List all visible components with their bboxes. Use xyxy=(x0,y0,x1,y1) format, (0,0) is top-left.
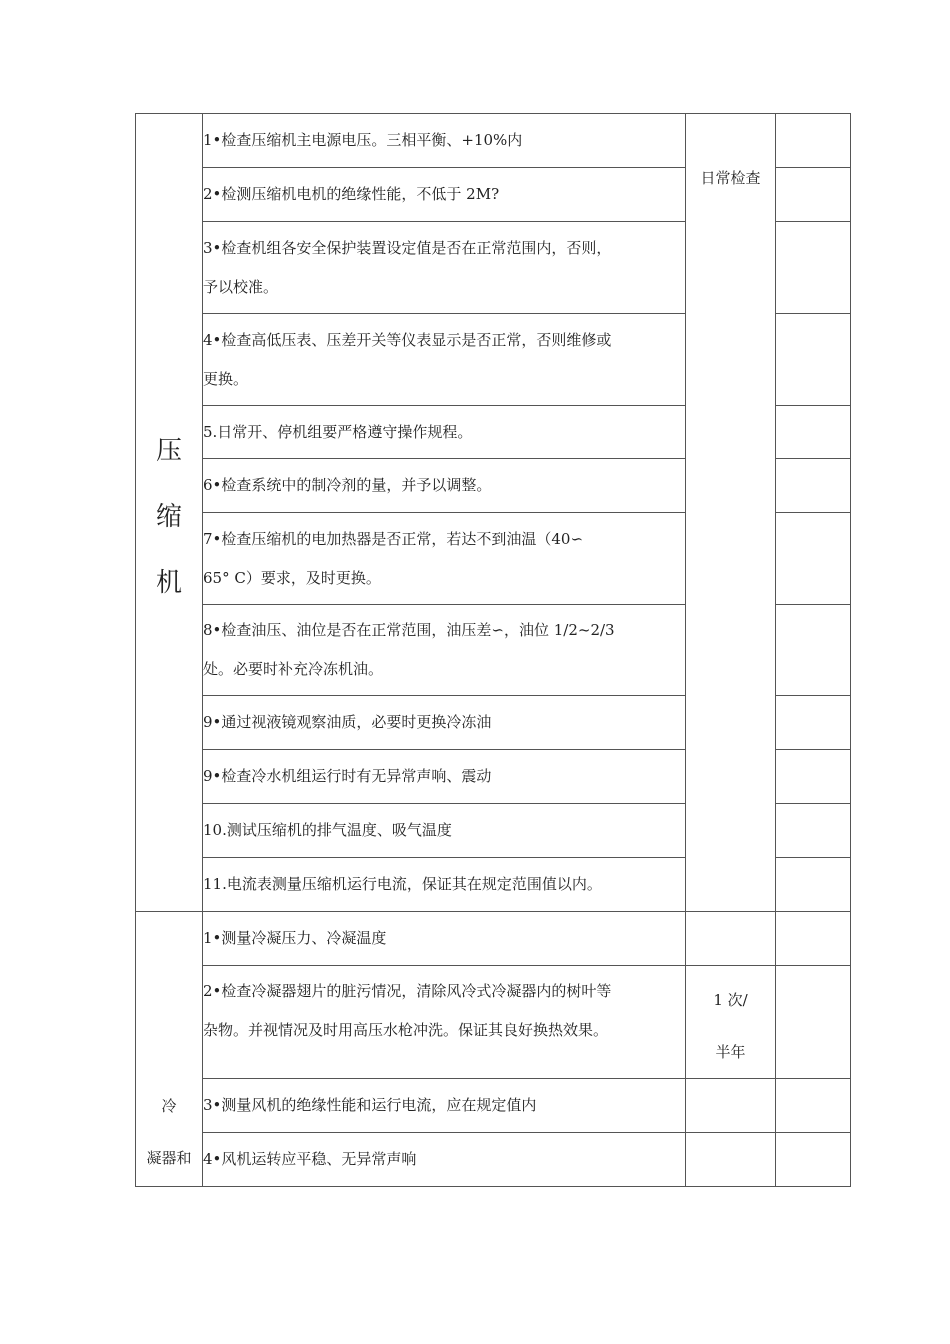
result-cell xyxy=(776,858,851,912)
result-cell xyxy=(776,912,851,966)
table-row-item: 9•检查冷水机组运行时有无异常声响、震动 xyxy=(203,750,686,804)
category-char: 冷 xyxy=(161,1097,177,1115)
result-cell xyxy=(776,406,851,459)
table-row-item: 1•检查压缩机主电源电压。三相平衡、+10%内 xyxy=(203,114,686,168)
frequency-cell xyxy=(686,912,776,966)
category-char: 压 xyxy=(155,435,182,466)
table-row-item: 1•测量冷凝压力、冷凝温度 xyxy=(203,912,686,966)
result-cell xyxy=(776,459,851,513)
category-char: 缩 xyxy=(155,501,182,532)
result-cell xyxy=(776,605,851,696)
result-cell xyxy=(776,804,851,858)
result-cell xyxy=(776,966,851,1079)
category-char: 机 xyxy=(155,567,182,598)
table-row-item: 3•测量风机的绝缘性能和运行电流，应在规定值内 xyxy=(203,1079,686,1133)
frequency-daily: 日常检查 xyxy=(686,114,776,912)
result-cell xyxy=(776,1079,851,1133)
table-row-item: 5.日常开、停机组要严格遵守操作规程。 xyxy=(203,406,686,459)
frequency-cell xyxy=(686,1079,776,1133)
result-cell xyxy=(776,168,851,222)
category-char: 凝器和 xyxy=(146,1149,192,1167)
frequency-cell xyxy=(686,1133,776,1187)
table-row-item: 3•检查机组各安全保护装置设定值是否在正常范围内，否则， 予以校准。 xyxy=(203,222,686,314)
table-row-item: 2•检测压缩机电机的绝缘性能，不低于 2M? xyxy=(203,168,686,222)
result-cell xyxy=(776,114,851,168)
frequency-half-year: 1 次/ 半年 xyxy=(686,966,776,1079)
table-row-item: 4•风机运转应平稳、无异常声响 xyxy=(203,1133,686,1187)
category-compressor xyxy=(136,114,203,912)
category-condenser xyxy=(136,912,203,1187)
result-cell xyxy=(776,222,851,314)
maintenance-table xyxy=(135,113,851,1187)
table-row-item: 2•检查冷凝器翅片的脏污情况，清除风冷式冷凝器内的树叶等 杂物。并视情况及时用高压水枪冲洗。保证其良好换热效果。 xyxy=(203,966,686,1079)
result-cell xyxy=(776,696,851,750)
result-cell xyxy=(776,750,851,804)
result-cell xyxy=(776,314,851,406)
result-cell xyxy=(776,513,851,605)
table-row-item: 7•检查压缩机的电加热器是否正常，若达不到油温（40∽ 65° C）要求，及时更换。 xyxy=(203,513,686,605)
table-row-item: 10.测试压缩机的排气温度、吸气温度 xyxy=(203,804,686,858)
table-row-item: 11.电流表测量压缩机运行电流，保证其在规定范围值以内。 xyxy=(203,858,686,912)
table-row-item: 8•检查油压、油位是否在正常范围，油压差∽，油位 1/2~2/3 处。必要时补充冷冻机油。 xyxy=(203,605,686,696)
table-row-item: 6•检查系统中的制冷剂的量，并予以调整。 xyxy=(203,459,686,513)
table-row-item: 9•通过视液镜观察油质，必要时更换冷冻油 xyxy=(203,696,686,750)
table-row-item: 4•检查高低压表、压差开关等仪表显示是否正常，否则维修或 更换。 xyxy=(203,314,686,406)
result-cell xyxy=(776,1133,851,1187)
